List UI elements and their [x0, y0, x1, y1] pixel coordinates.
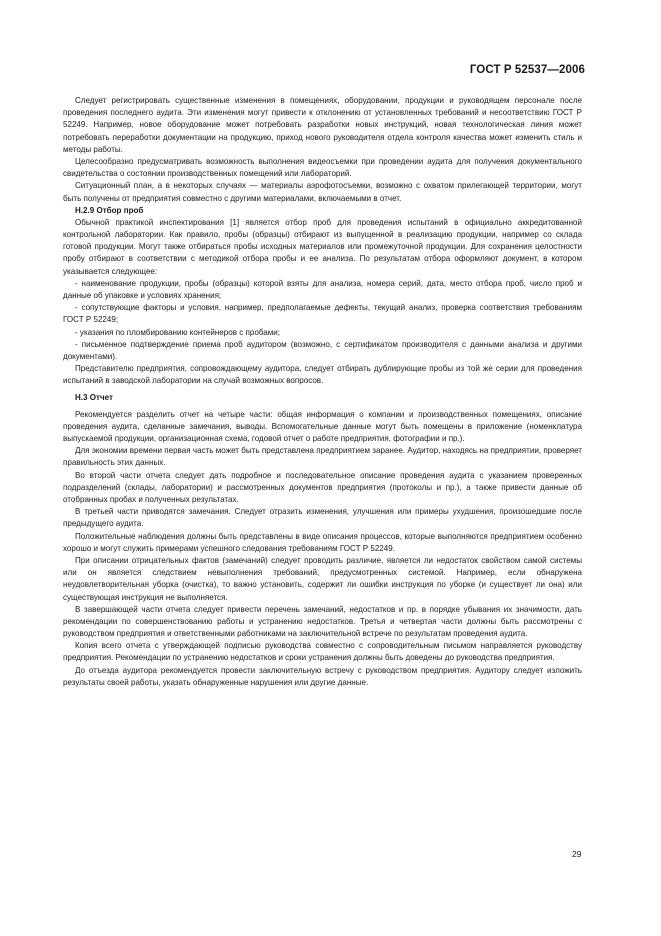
list-item: - наименование продукции, пробы (образцы) которой взяты для анализа, номера серий, дата, место отбора проб, число проб и данные об упаковке и условиях хранения;: [63, 278, 582, 300]
paragraph: Целесообразно предусматривать возможность выполнения видеосъемки при проведении аудита для получения документального свидетельства о состоянии производственных помещений или лабораторий.: [63, 156, 582, 179]
list-item: - письменное подтверждение приема проб аудитором (возможно, с сертификатом производителя с данными анализа и другими документами).: [63, 339, 582, 361]
paragraph: Положительные наблюдения должны быть представлены в виде описания процессов, которые выполняются предприятием особенно хорошо и могут служить примерами успешного следования требованиям ГОСТ Р 52249.: [63, 531, 582, 553]
paragraph: Ситуационный план, а в некоторых случаях — материалы аэрофотосъемки, возможно с охватом прилегающей территории, могут быть получены от предприятия совместно с другими материалами, включаемыми в отчет.: [63, 181, 582, 203]
paragraph: Обычной практикой инспектирования [1] является отбор проб для проведения испытаний в официально аккредитованной контрольной лаборатории. Как правило, пробы (образцы) отбирают из выпущенной в реализацию продукции, например со склада готовой продукции. Могут также отбираться пробы исходных материалов или промежуточной продукции. Для сохранения целостности пробу отбирают в соответствии с методикой отбора пробы и ее анализа. По результатам отбора оформляют документ, в котором указывается следующее:: [63, 217, 582, 276]
paragraph: Для экономии времени первая часть может быть представлена предприятием заранее. Аудитор, находясь на предприятии, проверяет правильность этих данных.: [63, 446, 582, 468]
paragraph: До отъезда аудитора рекомендуется провести заключительную встречу с руководством предприятия. Аудитору следует изложить результаты своей работы, указать обнаруженные нарушения или другие данные.: [63, 665, 582, 687]
paragraph: Копия всего отчета с утверждающей подписью руководства совместно с сопроводительным письмом направляется руководству предприятия. Рекомендации по устранению недостатков и сроки устранения должны быть доведены до руководства предприятия.: [63, 641, 582, 663]
section-heading-h3: Н.3 Отчет: [75, 392, 113, 402]
paragraph: При описании отрицательных фактов (замечаний) следует проводить различие, является ли недостаток свойством самой системы или он является следствием невыполнения требований, предусмотренных системой. Например, если обнаружена неудовлетворительная уборка (очистка), то важно установить, содержит ли ошибки инструкция по уборке (и существует ли она) или существующая инструкция не выполняется.: [63, 555, 582, 602]
paragraph: Во второй части отчета следует дать подробное и последовательное описание проведения аудита с указанием проверенных подразделений (склады, лаборатории) и рассмотренных документов предприятия (протоколы и пр.), а также привести данные об отобранных пробах и полученных результатах.: [63, 470, 582, 504]
list-item: - сопутствующие факторы и условия, например, предполагаемые дефекты, текущий анализ, проверка соответствия требованиям ГОСТ Р 52249;: [63, 303, 582, 325]
paragraph: Рекомендуется разделить отчет на четыре части: общая информация о компании и производственных помещениях, описание проведения аудита, сделанные замечания, выводы. Вспомогательные данные могут быть помещены в приложение (номенклатура выпускаемой продукции, организационная схема, годовой отчет о работе предприятия, фотографии и пр.).: [63, 409, 582, 444]
paragraph: Следует регистрировать существенные изменения в помещениях, оборудовании, продукции и руководящем персонале после проведения последнего аудита. Эти изменения могут привести к отклонению от установленных требований и несоответствию ГОСТ Р 52249. Например, новое оборудование может потребовать разработки новых инструкций, новая технологическая линия может потребовать переработки документации на продукцию, приход нового руководителя отдела контроля качества может изменить стиль и методы работы.: [63, 96, 582, 154]
list-item: - указания по пломбированию контейнеров с пробами;: [75, 327, 280, 337]
paragraph: Представителю предприятия, сопровождающему аудитора, следует отбирать дублирующие пробы из той же серии для проведения испытаний в заводской лаборатории на случай возможных вопросов.: [63, 364, 582, 386]
paragraph: В завершающей части отчета следует привести перечень замечаний, недостатков и пр. в порядке убывания их значимости, дать рекомендации по совершенствованию работы и устранению недостатков. Третья и четвертая части должны быть рассмотрены с руководством предприятия и ответственными работниками на заключительной встрече по результатам проведения аудита.: [63, 604, 582, 639]
document-header: ГОСТ Р 52537—2006: [469, 64, 585, 76]
paragraph: В третьей части приводятся замечания. Следует отразить изменения, улучшения или примеры ухудшения, произошедшие после предыдущего аудита.: [63, 507, 582, 529]
document-body: [63, 95, 582, 689]
section-heading-h29: Н.2.9 Отбор проб: [75, 205, 144, 215]
page-number: 29: [572, 849, 582, 859]
